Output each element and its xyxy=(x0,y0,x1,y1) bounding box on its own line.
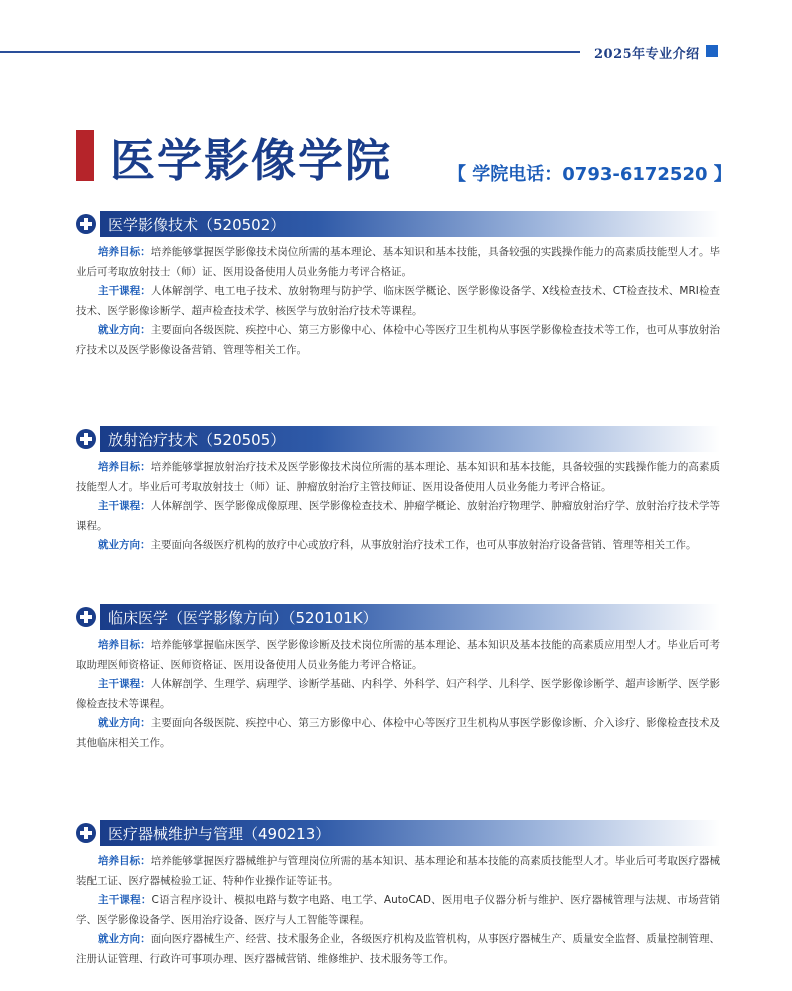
major-section-medical-device-maintenance xyxy=(76,820,720,969)
employment-direction-label: 就业方向： xyxy=(98,324,151,336)
main-courses-label: 主干课程： xyxy=(98,500,151,512)
section-header xyxy=(76,604,720,630)
medical-cross-icon xyxy=(76,823,96,843)
medical-cross-icon xyxy=(76,214,96,234)
header-rule xyxy=(0,51,580,53)
major-section-radiotherapy-technology xyxy=(76,426,720,556)
training-goal xyxy=(76,458,720,497)
main-courses-label: 主干课程： xyxy=(98,285,151,297)
header-label: 2025年专业介绍 xyxy=(594,47,700,62)
header-square-icon xyxy=(706,45,718,57)
section-body xyxy=(76,243,720,360)
main-courses-text: C语言程序设计、模拟电路与数字电路、电工学、AutoCAD、医用电子仪器分析与维护、医疗器械管理与法规、市场营销学、医学影像设备学、医用治疗设备、医疗与人工智能等课程。 xyxy=(76,894,721,926)
major-section-clinical-medicine-imaging xyxy=(76,604,720,753)
employment-direction-text: 主要面向各级医院、疾控中心、第三方影像中心、体检中心等医疗卫生机构从事医学影像检查技术等工作，也可从事放射治疗技术以及医学影像设备营销、管理等相关工作。 xyxy=(76,324,721,356)
training-goal xyxy=(76,243,720,282)
medical-cross-icon xyxy=(76,429,96,449)
employment-direction xyxy=(76,714,720,753)
training-goal xyxy=(76,636,720,675)
main-courses-text: 人体解剖学、电工电子技术、放射物理与防护学、临床医学概论、医学影像设备学、X线检查技术、CT检查技术、MRI检查技术、医学影像诊断学、超声检查技术学、核医学与放射治疗技术等课程。 xyxy=(76,285,721,317)
employment-direction-text: 主要面向各级医疗机构的放疗中心或放疗科，从事放射治疗技术工作，也可从事放射治疗设备营销、管理等相关工作。 xyxy=(150,539,697,551)
training-goal-label: 培养目标： xyxy=(98,855,151,867)
section-header xyxy=(76,820,720,846)
training-goal-text: 培养能够掌握临床医学、医学影像诊断及技术岗位所需的基本理论、基本知识及基本技能的高素质应用型人才。毕业后可考取助理医师资格证、医师资格证、医用设备使用人员业务能力考评合格证。 xyxy=(76,639,721,671)
college-phone: 【 学院电话：0793-6172520 】 xyxy=(448,164,732,185)
employment-direction-label: 就业方向： xyxy=(98,933,151,945)
employment-direction-text: 主要面向各级医院、疾控中心、第三方影像中心、体检中心等医疗卫生机构从事医学影像诊断、介入诊疗、影像检查技术及其他临床相关工作。 xyxy=(76,717,721,749)
training-goal-text: 培养能够掌握医学影像技术岗位所需的基本理论、基本知识和基本技能，具备较强的实践操作能力的高素质技能型人才。毕业后可考取放射技士（师）证、医用设备使用人员业务能力考评合格证。 xyxy=(76,246,721,278)
section-title: 医疗器械维护与管理（490213） xyxy=(108,825,331,843)
section-body xyxy=(76,458,720,556)
section-title: 放射治疗技术（520505） xyxy=(108,431,286,449)
page-title: 医学影像学院 xyxy=(110,134,393,187)
training-goal-label: 培养目标： xyxy=(98,461,151,473)
main-courses xyxy=(76,282,720,321)
employment-direction-label: 就业方向： xyxy=(98,539,151,551)
main-courses-text: 人体解剖学、生理学、病理学、诊断学基础、内科学、外科学、妇产科学、儿科学、医学影像诊断学、超声诊断学、医学影像检查技术等课程。 xyxy=(76,678,721,710)
employment-direction xyxy=(76,930,720,969)
main-courses-text: 人体解剖学、医学影像成像原理、医学影像检查技术、肿瘤学概论、放射治疗物理学、肿瘤放射治疗学、放射治疗技术学等课程。 xyxy=(76,500,721,532)
training-goal-text: 培养能够掌握医疗器械维护与管理岗位所需的基本知识、基本理论和基本技能的高素质技能型人才。毕业后可考取医疗器械装配工证、医疗器械检验工证、特种作业操作证等证书。 xyxy=(76,855,721,887)
main-courses-label: 主干课程： xyxy=(98,894,152,906)
medical-cross-icon xyxy=(76,607,96,627)
major-section-medical-imaging-technology xyxy=(76,211,720,360)
training-goal-label: 培养目标： xyxy=(98,246,151,258)
training-goal xyxy=(76,852,720,891)
main-courses xyxy=(76,497,720,536)
section-body xyxy=(76,852,720,969)
training-goal-text: 培养能够掌握放射治疗技术及医学影像技术岗位所需的基本理论、基本知识和基本技能，具备较强的实践操作能力的高素质技能型人才。毕业后可考取放射技士（师）证、肿瘤放射治疗主管技师证、医用设备使用人员业务能力考评合格证。 xyxy=(76,461,721,493)
employment-direction xyxy=(76,321,720,360)
title-accent-bar xyxy=(76,130,94,181)
main-courses-label: 主干课程： xyxy=(98,678,151,690)
section-body xyxy=(76,636,720,753)
main-courses xyxy=(76,675,720,714)
main-courses xyxy=(76,891,720,930)
section-title: 医学影像技术（520502） xyxy=(108,216,286,234)
employment-direction-text: 面向医疗器械生产、经营、技术服务企业，各级医疗机构及监管机构，从事医疗器械生产、质量安全监督、质量控制管理、注册认证管理、行政许可事项办理、医疗器械营销、维修维护、技术服务等工作。 xyxy=(76,933,721,965)
employment-direction xyxy=(76,536,720,556)
section-title: 临床医学（医学影像方向）（520101K） xyxy=(108,609,378,627)
section-header xyxy=(76,211,720,237)
section-header xyxy=(76,426,720,452)
training-goal-label: 培养目标： xyxy=(98,639,151,651)
employment-direction-label: 就业方向： xyxy=(98,717,151,729)
